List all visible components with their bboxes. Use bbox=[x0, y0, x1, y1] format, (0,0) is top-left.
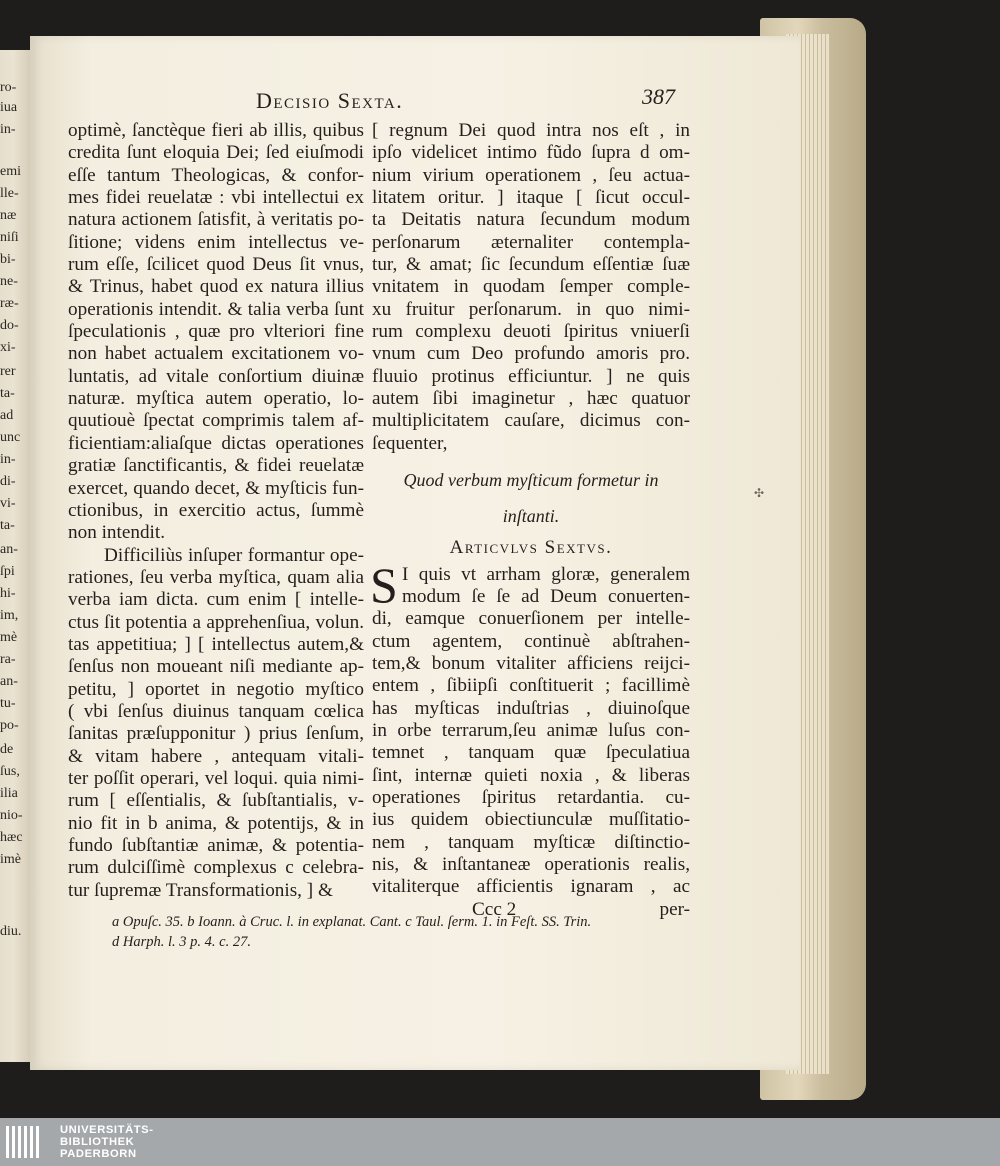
running-head: Decisio Sexta. bbox=[256, 88, 404, 113]
facing-page-text: do- bbox=[0, 318, 19, 333]
library-footer bbox=[0, 1118, 1000, 1166]
signature-mark: Ccc 2 bbox=[472, 898, 517, 920]
text-line: operationis intendit. & talia verba ſunt bbox=[68, 298, 364, 320]
text-line: rum dulciſſimè complexus c celebra- bbox=[68, 857, 364, 879]
text-line: di, eamque conuerſionem per intelle- bbox=[372, 608, 690, 630]
footnote-line: d Harph. l. 3 p. 4. c. 27. bbox=[112, 934, 251, 950]
drop-cap: S bbox=[370, 556, 398, 613]
section-heading: Quod verbum myſticum formetur in bbox=[403, 470, 659, 491]
facing-page-text: diu. bbox=[0, 924, 22, 939]
text-line: exercet, quando decet, & myſticis fun- bbox=[68, 477, 364, 499]
text-line: petitu, ] oportet in negotio myſtico bbox=[68, 678, 364, 700]
section-heading: inſtanti. bbox=[502, 506, 560, 527]
facing-page-text: niſi bbox=[0, 230, 19, 245]
facing-page-text: iua bbox=[0, 100, 18, 115]
text-line: perſonarum æternaliter contempla- bbox=[372, 231, 690, 253]
text-line: rum complexu deuoti ſpiritus vniuerſi bbox=[372, 321, 690, 343]
text-line: ſequenter, bbox=[372, 432, 448, 454]
facing-page-text: emi bbox=[0, 164, 21, 179]
text-line: ter poſſit operari, vel loqui. quia nimi- bbox=[68, 767, 364, 789]
facing-page-text: ad bbox=[0, 408, 14, 423]
text-line: ſpeculationis , quæ pro vlteriori fine bbox=[68, 321, 364, 343]
text-line: mes fidei reuelatæ : vbi intellectui ex bbox=[68, 187, 364, 209]
text-line-content: modum ſe ſe ad Deum conuerten- bbox=[402, 585, 690, 607]
left-column bbox=[68, 120, 364, 902]
facing-page-text: nio- bbox=[0, 808, 23, 823]
facing-page-text: an- bbox=[0, 674, 18, 689]
facing-page-text: vi- bbox=[0, 496, 16, 511]
text-line: luntatis, ad vitale conſortium diuinæ bbox=[68, 365, 364, 387]
text-line: ſanitas præſupponitur ) prius ſenſum, bbox=[68, 723, 364, 745]
facing-page-text: in- bbox=[0, 122, 16, 137]
text-line: tur ſupremæ Transformationis, ] & bbox=[68, 879, 333, 901]
facing-page-text: po- bbox=[0, 718, 19, 733]
facing-page-text: hæc bbox=[0, 830, 23, 845]
text-line: tem,& bonum vitaliter afficiens reijci- bbox=[372, 652, 690, 674]
text-line: non intendit. bbox=[68, 522, 165, 544]
text-line: ſint, internæ quieti noxia , & liberas bbox=[372, 764, 690, 786]
text-line: autem ſibi imaginetur , hæc quatuor bbox=[372, 388, 690, 410]
text-line: ta Deitatis natura ſecundum modum bbox=[372, 209, 690, 231]
text-line: natura actionem ſatisfit, à veritatis po- bbox=[68, 209, 364, 231]
text-line bbox=[372, 586, 690, 608]
text-line: rum [ eſſentialis, & ſubſtantialis, v- bbox=[68, 790, 364, 812]
library-logo-icon bbox=[0, 1118, 48, 1166]
facing-page-text: ſpi bbox=[0, 564, 15, 579]
text-line: naturæ. myſtica autem operatio, lo- bbox=[68, 388, 364, 410]
text-line: Difficiliùs inſuper formantur ope- bbox=[104, 544, 364, 566]
text-line: operationes ſpiritus retardantia. cu- bbox=[372, 786, 690, 808]
text-line: nium virium operationem , ſeu actua- bbox=[372, 164, 690, 186]
text-line-content: I quis vt arrham gloræ, generalem bbox=[402, 563, 690, 585]
text-line: litatem oritur. ] itaque [ ſicut occul- bbox=[372, 187, 690, 209]
text-line: has myſticas induſtrias , diuinoſque bbox=[372, 697, 690, 719]
text-line: & vitam habere , antequam vitali- bbox=[68, 745, 364, 767]
text-line: verba iam dicta. cum enim [ intelle- bbox=[68, 589, 364, 611]
text-line: ctionibus, in exercitio actus, ſummè bbox=[68, 499, 364, 521]
library-name bbox=[60, 1124, 154, 1160]
text-line: ficientiam:aliaſque dictas operationes bbox=[68, 432, 364, 454]
text-line: temnet , tanquam quæ ſpeculatiua bbox=[372, 742, 690, 764]
facing-page-text: ſus, bbox=[0, 764, 20, 779]
library-name-line: BIBLIOTHEK bbox=[60, 1136, 135, 1148]
text-line: vitaliterque afficientis ignaram , ac bbox=[372, 876, 690, 898]
text-line: credita ſunt eloquia Dei; ſed eiuſmodi bbox=[68, 142, 364, 164]
text-line: [ regnum Dei quod intra nos eſt , in bbox=[372, 120, 690, 141]
text-line: non habet actualem excitationem vo- bbox=[68, 343, 364, 365]
facing-page-text: ro- bbox=[0, 80, 17, 95]
text-line: ſenſus non moueant niſi mediante ap- bbox=[68, 656, 364, 678]
text-line: gratiæ ſanctificantis, & fidei reuelatæ bbox=[68, 455, 364, 477]
facing-page-text: ne- bbox=[0, 274, 18, 289]
text-line: in orbe terrarum,ſeu animæ luſus con- bbox=[372, 719, 690, 741]
facing-page-text: imè bbox=[0, 852, 21, 867]
text-line: ſitione; videns enim intellectus ve- bbox=[68, 231, 364, 253]
footnotes bbox=[112, 912, 732, 952]
facing-page-text: xi- bbox=[0, 340, 16, 355]
library-name-line: UNIVERSITÄTS- bbox=[60, 1124, 154, 1136]
text-line: xu fruitur perſonarum. in quo nimi- bbox=[372, 298, 690, 320]
facing-page-text: lle- bbox=[0, 186, 19, 201]
text-line: tur, & amat; ſic ſecundum eſſentiæ ſuæ bbox=[372, 254, 690, 276]
text-line: ctum agentem, continuè abſtrahen- bbox=[372, 630, 690, 652]
facing-page-text: bi- bbox=[0, 252, 16, 267]
text-line: optimè, ſanctèque fieri ab illis, quibus bbox=[68, 120, 364, 141]
facing-page-text: in- bbox=[0, 452, 16, 467]
facing-page-text: næ bbox=[0, 208, 17, 223]
facing-page-text: ra- bbox=[0, 652, 16, 667]
facing-page-text: ilia bbox=[0, 786, 18, 801]
text-line: entem , ſibiipſi conſtituerit ; facillimè bbox=[372, 675, 690, 697]
text-line: ius quidem obiectiunculæ muſſitatio- bbox=[372, 809, 690, 831]
facing-page-text: ta- bbox=[0, 518, 15, 533]
text-line: quutiouè ſpectat comprimis talem af- bbox=[68, 410, 364, 432]
facing-page-text: ta- bbox=[0, 386, 15, 401]
book-page bbox=[30, 36, 800, 1070]
article-heading: Articvlvs Sextvs. bbox=[449, 537, 613, 559]
text-line: ipſo videlicet intimo fũdo ſupra d om- bbox=[372, 142, 690, 164]
text-line: rum eſſe, ſcilicet quod Deus ſit vnus, bbox=[68, 254, 364, 276]
text-line: multiplicitatem cauſare, dicimus con- bbox=[372, 410, 690, 432]
facing-page-text: mè bbox=[0, 630, 18, 645]
right-column bbox=[372, 120, 690, 921]
text-line: ctus ſit potentia a apprehenſiua, volun. bbox=[68, 611, 364, 633]
text-line: fundo ſubſtantiæ animæ, & potentia- bbox=[68, 835, 364, 856]
text-line: & Trinus, habet quod ex natura illius bbox=[68, 276, 364, 298]
catchword: per- bbox=[659, 898, 690, 920]
printers-mark: ✣ bbox=[753, 486, 764, 500]
facing-page-text: ræ- bbox=[0, 296, 19, 311]
text-line: vnitatem in quodam ſemper comple- bbox=[372, 276, 690, 298]
facing-page-text: an- bbox=[0, 542, 18, 557]
text-line: rationes, ſeu verba myſtica, quam alia bbox=[68, 566, 364, 588]
footnote-line: a Opuſc. 35. b Ioann. à Cruc. l. in explanat. Cant. c Taul. ſerm. 1. in Feſt. SS. Trin. bbox=[112, 914, 592, 930]
facing-page-text: hi- bbox=[0, 586, 16, 601]
text-line: nio fit in b anima, & potentijs, & in bbox=[68, 812, 364, 834]
library-name-line: PADERBORN bbox=[60, 1148, 137, 1160]
text-line: vnum cum Deo profundo amoris pro. bbox=[372, 343, 690, 365]
facing-page-text: im, bbox=[0, 608, 19, 623]
facing-page-text: rer bbox=[0, 364, 16, 379]
facing-page-text: tu- bbox=[0, 696, 16, 711]
text-line: tas appetitiua; ] [ intellectus autem,& bbox=[68, 633, 364, 655]
text-line: eſſe tantum Theologicas, & confor- bbox=[68, 164, 364, 186]
facing-page-text: di- bbox=[0, 474, 16, 489]
text-line: ( vbi ſenſus diuinus tanquam cœlica bbox=[68, 700, 364, 722]
page-number: 387 bbox=[642, 84, 675, 109]
facing-page-text: de bbox=[0, 742, 14, 757]
facing-page-text: unc bbox=[0, 430, 21, 445]
text-line: nem , tanquam myſticæ diſtinctio- bbox=[372, 831, 690, 853]
text-line: fluuio protinus efficiuntur. ] ne quis bbox=[372, 365, 690, 387]
text-line: nis, & inſtantaneæ operationis realis, bbox=[372, 853, 690, 875]
